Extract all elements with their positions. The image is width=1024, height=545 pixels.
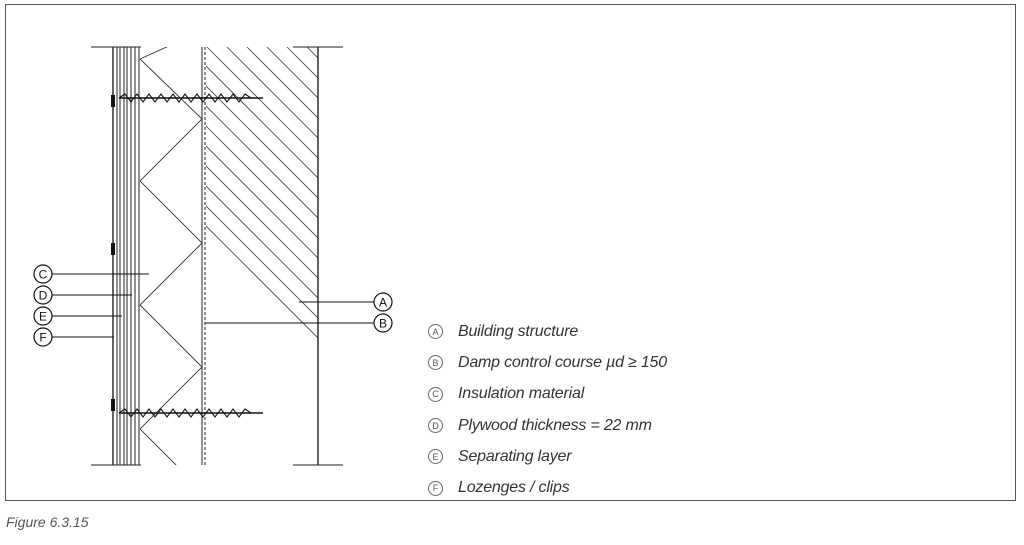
- legend-item: [428, 347, 667, 378]
- svg-text:F: F: [39, 330, 47, 345]
- legend-text: Plywood thickness = 22 mm: [458, 416, 652, 434]
- screw-bottom: [119, 409, 263, 417]
- svg-text:A: A: [378, 295, 388, 310]
- svg-text:E: E: [38, 309, 48, 324]
- damp-control-course: [202, 47, 205, 465]
- legend-badge: F: [428, 481, 443, 496]
- legend-item: [428, 379, 667, 410]
- legend-text: Lozenges / clips: [458, 479, 570, 497]
- callout-d: [34, 286, 52, 304]
- legend-text: Building structure: [458, 322, 579, 340]
- legend-item: [428, 441, 667, 472]
- legend-text: Insulation material: [458, 385, 585, 403]
- legend-badge: D: [428, 418, 443, 433]
- legend: [428, 316, 667, 504]
- legend-item: [428, 410, 667, 441]
- legend-badge: A: [428, 324, 443, 339]
- callout-c: [34, 265, 52, 283]
- legend-text: Separating layer: [458, 447, 572, 465]
- callout-f: [34, 328, 52, 346]
- svg-text:C: C: [38, 267, 48, 282]
- legend-item: [428, 472, 667, 503]
- legend-text: Damp control course µd ≥ 150: [458, 353, 667, 371]
- cladding-layers: [91, 47, 141, 465]
- screw-top: [119, 94, 263, 102]
- legend-badge: E: [428, 449, 443, 464]
- svg-text:B: B: [378, 316, 388, 331]
- callout-a: [374, 293, 392, 311]
- legend-badge: C: [428, 387, 443, 402]
- figure-frame: [5, 4, 1016, 501]
- callout-e: [34, 307, 52, 325]
- legend-badge: B: [428, 355, 443, 370]
- svg-text:D: D: [38, 288, 48, 303]
- figure-caption: Figure 6.3.15: [6, 514, 89, 530]
- legend-item: [428, 316, 667, 347]
- callout-b: [374, 314, 392, 332]
